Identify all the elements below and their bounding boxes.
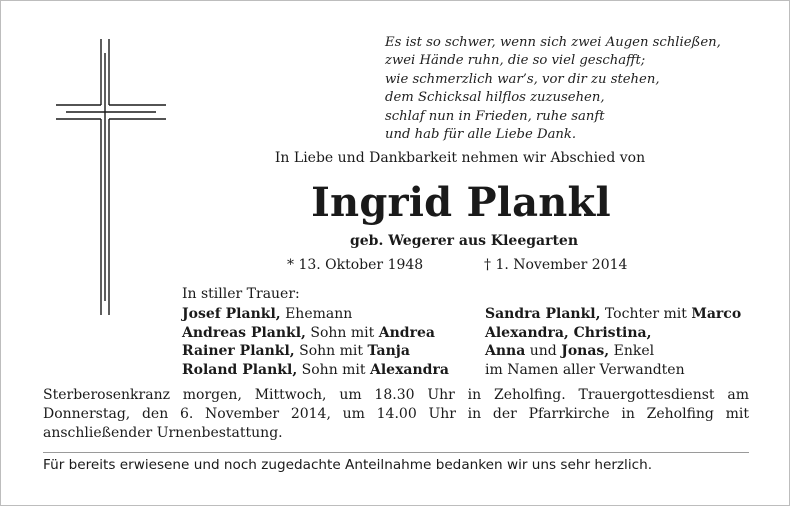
mourner-name: Andreas Plankl,	[182, 324, 306, 341]
mourner-entry	[182, 305, 449, 324]
mourner-name: Josef Plankl,	[182, 306, 281, 322]
poem-line: zwei Hände ruhn, die so viel geschafft;	[385, 53, 646, 69]
mourner-name: Anna	[485, 343, 526, 359]
mourner-entry	[485, 324, 741, 343]
mourner-partner: Tanja	[367, 343, 410, 359]
mourner-relation: Sohn mit	[305, 324, 379, 341]
mourner-relation: Sohn mit	[297, 361, 370, 378]
death-date: † 1. November 2014	[484, 257, 628, 273]
mourner-entry	[182, 324, 449, 343]
maiden-name: geb. Wegerer aus Kleegarten	[349, 233, 579, 249]
mourners-right-column	[485, 305, 741, 379]
mourner-relation: im Namen aller Verwandten	[485, 361, 685, 378]
mourner-entry	[485, 305, 741, 324]
mourner-entry	[182, 361, 449, 380]
mourner-name: Roland Plankl,	[182, 361, 298, 378]
mourner-partner: Alexandra	[370, 361, 449, 378]
poem-line: dem Schicksal hilflos zuzusehen,	[385, 90, 605, 106]
poem-line: Es ist so schwer, wenn sich zwei Augen schließen,	[385, 35, 721, 50]
mourner-relation: Sohn mit	[294, 343, 368, 359]
memorial-poem	[385, 34, 775, 144]
service-details: Sterberosenkranz morgen, Mittwoch, um 18.30 Uhr in Zeholfing. Trauergottesdienst am Donnerstag, den 6. November 2014, um 14.00 Uhr in der Pfarrkirche in Zeholfing mit anschließender Urnenbestattung.	[43, 387, 749, 441]
mourner-name: Rainer Plankl,	[182, 343, 295, 359]
cross-icon	[56, 39, 166, 315]
poem-line: wie schmerzlich war’s, vor dir zu stehen,	[385, 71, 660, 87]
poem-line: und hab für alle Liebe Dank.	[385, 127, 577, 143]
mourner-partner: Marco	[691, 306, 742, 322]
mourner-name: Alexandra, Christina,	[485, 324, 652, 341]
mourner-relation: und	[525, 343, 562, 359]
mourner-entry	[485, 342, 741, 361]
mourners-left-column	[182, 305, 449, 379]
poem-line: schlaf nun in Frieden, ruhe sanft	[385, 108, 605, 124]
mourner-entry	[182, 342, 449, 361]
deceased-name: Ingrid Plankl	[311, 179, 611, 226]
mourner-relation-suffix: Enkel	[609, 343, 655, 359]
farewell-intro: In Liebe und Dankbarkeit nehmen wir Abschied von	[274, 150, 646, 166]
divider	[43, 452, 749, 453]
mourner-entry	[485, 361, 741, 380]
thanks-note: Für bereits erwiesene und noch zugedachte Anteilnahme bedanken wir uns sehr herzlich.	[43, 457, 653, 473]
mourner-relation: Tochter mit	[600, 306, 692, 322]
mourner-partner: Andrea	[378, 324, 435, 341]
mourner-name: Sandra Plankl,	[485, 306, 601, 322]
mourner-partner: Jonas,	[561, 343, 610, 359]
mourner-relation: Ehemann	[280, 306, 353, 322]
birth-date: * 13. Oktober 1948	[287, 257, 424, 273]
mourning-label: In stiller Trauer:	[182, 286, 300, 302]
